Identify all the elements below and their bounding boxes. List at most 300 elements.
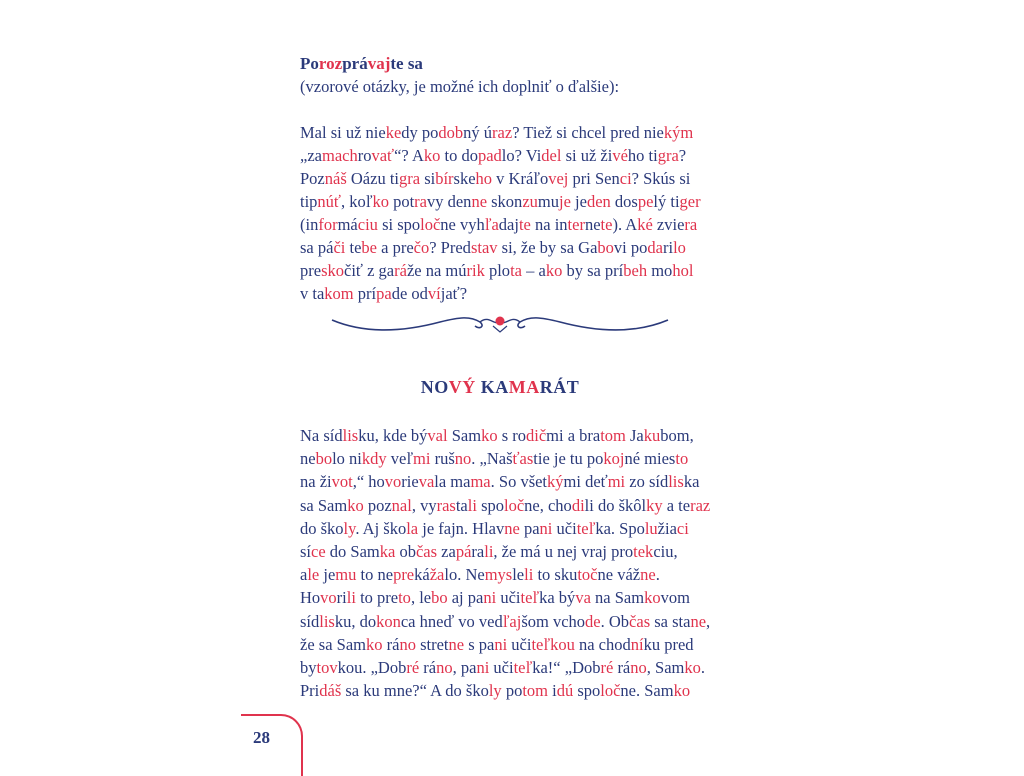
- syllable: , že má u nej vraj pro: [493, 542, 634, 562]
- text-line: [300, 236, 720, 259]
- syllable: stret: [415, 634, 449, 654]
- syllable-highlight: li: [524, 565, 534, 585]
- syllable-highlight: te: [518, 215, 531, 234]
- syllable-highlight: no: [399, 634, 416, 654]
- syllable-highlight: lis: [668, 472, 684, 492]
- syllable: ,“ ho: [352, 472, 385, 492]
- text-line: [300, 282, 720, 305]
- syllable-highlight: ko: [684, 658, 701, 678]
- syllable-highlight: bír: [435, 169, 454, 188]
- syllable: uči: [507, 634, 532, 654]
- syllable: na chod: [574, 634, 631, 654]
- syllable-highlight: VÝ: [448, 377, 476, 397]
- syllable-highlight: kdy: [361, 449, 387, 469]
- syllable-highlight: ly: [343, 518, 356, 538]
- syllable-highlight: ra: [684, 215, 698, 234]
- syllable: spo: [476, 495, 504, 515]
- syllable: . Aj ško: [355, 518, 407, 538]
- syllable-highlight: ni: [539, 518, 553, 538]
- syllable-highlight: ly: [488, 681, 502, 701]
- syllable: né mies: [624, 449, 676, 469]
- syllable-highlight: ra: [414, 192, 427, 211]
- syllable: ka: [683, 472, 700, 492]
- syllable: aj pa: [447, 588, 484, 608]
- text-line: [300, 563, 720, 586]
- syllable-highlight: ní: [630, 634, 644, 654]
- text-line: [300, 190, 720, 213]
- syllable-highlight: kou: [550, 634, 575, 654]
- heading-subtitle: (vzorové otázky, je možné ich doplniť o ďalšie):: [300, 77, 620, 96]
- syllable: , le: [410, 588, 432, 608]
- syllable-highlight: núť: [317, 192, 341, 211]
- syllable: tip: [300, 192, 318, 211]
- syllable-highlight: ko: [644, 588, 661, 608]
- syllable: a pre: [377, 238, 414, 257]
- syllable-highlight: ciu: [357, 215, 378, 234]
- syllable-highlight: li: [467, 495, 477, 515]
- syllable-highlight: čas: [629, 611, 651, 631]
- syllable-highlight: zu: [522, 192, 538, 211]
- syllable: jať?: [440, 284, 468, 303]
- syllable: te sa: [390, 54, 423, 73]
- syllable: pre: [300, 261, 322, 280]
- syllable-highlight: ky: [646, 495, 663, 515]
- syllable-highlight: pad: [477, 146, 502, 165]
- text-line: [300, 679, 720, 702]
- syllable-highlight: gra: [398, 169, 421, 188]
- syllable-highlight: ža: [429, 565, 445, 585]
- syllable-highlight: ni: [483, 588, 497, 608]
- syllable: ne vyh: [440, 215, 485, 234]
- syllable: rá: [382, 634, 400, 654]
- syllable: ka. Spo: [595, 518, 645, 538]
- syllable-highlight: da: [647, 238, 663, 257]
- syllable: to sku: [533, 565, 578, 585]
- syllable-highlight: vot: [331, 472, 353, 492]
- syllable-highlight: li: [346, 588, 356, 608]
- syllable-highlight: ko: [545, 261, 563, 280]
- syllable-highlight: ťas: [512, 449, 534, 469]
- syllable-highlight: ce: [311, 542, 326, 562]
- syllable: ne, cho: [524, 495, 572, 515]
- syllable: plo: [484, 261, 511, 280]
- syllable: Mal si už nie: [300, 123, 386, 142]
- syllable: do ško: [300, 518, 344, 538]
- text-line: [300, 586, 720, 609]
- syllable-highlight: vo: [384, 472, 402, 492]
- syllable-highlight: di: [571, 495, 585, 515]
- syllable: že sa Sam: [300, 634, 366, 654]
- syllable-highlight: bo: [431, 588, 448, 608]
- syllable-highlight: roz: [318, 54, 343, 73]
- syllable-highlight: loč: [503, 495, 525, 515]
- syllable: rá: [613, 658, 631, 678]
- syllable: si, že by sa Ga: [497, 238, 598, 257]
- syllable: rie: [401, 472, 419, 492]
- syllable: ?: [678, 146, 687, 165]
- discussion-heading: [300, 52, 720, 98]
- syllable-highlight: ré: [406, 658, 420, 678]
- syllable: zo síd: [625, 472, 669, 492]
- text-line: [300, 167, 720, 190]
- syllable-highlight: mi: [413, 449, 431, 469]
- syllable: že na mú: [406, 261, 467, 280]
- syllable-highlight: dob: [438, 123, 464, 142]
- syllable: si už ži: [561, 146, 613, 165]
- syllable-highlight: ter: [567, 215, 585, 234]
- syllable: ká: [414, 565, 430, 585]
- syllable-highlight: gra: [657, 146, 679, 165]
- syllable: Ja: [625, 426, 644, 445]
- syllable-highlight: ne: [690, 611, 707, 631]
- syllable: ? Skús si: [631, 169, 691, 188]
- syllable: te: [345, 238, 362, 257]
- syllable: mu: [537, 192, 559, 211]
- syllable-highlight: ké: [637, 215, 653, 234]
- syllable-highlight: stav: [470, 238, 498, 257]
- syllable: ske: [453, 169, 476, 188]
- syllable: ne váž: [597, 565, 641, 585]
- text-line: [300, 517, 720, 540]
- syllable: v Kráľo: [492, 169, 549, 188]
- syllable: veľ: [386, 449, 414, 469]
- syllable-highlight: mu: [335, 565, 357, 585]
- syllable: a: [300, 565, 308, 585]
- text-line: [300, 633, 720, 656]
- syllable: NO: [420, 377, 449, 397]
- syllable-highlight: no: [454, 449, 472, 469]
- syllable-highlight: del: [541, 146, 562, 165]
- text-line: [300, 447, 720, 470]
- syllable: . Ob: [600, 611, 630, 631]
- syllable: mo: [647, 261, 673, 280]
- syllable-highlight: la: [406, 518, 419, 538]
- syllable-highlight: ľa: [484, 215, 499, 234]
- syllable: by sa prí: [562, 261, 624, 280]
- syllable-highlight: pá: [455, 542, 472, 562]
- syllable: uči: [489, 658, 514, 678]
- syllable: (in: [300, 215, 319, 234]
- syllable: ? Tiež si chcel pred nie: [512, 123, 664, 142]
- syllable-highlight: lu: [644, 518, 658, 538]
- syllable-highlight: be: [361, 238, 377, 257]
- syllable: ca hneď vo ved: [400, 611, 503, 631]
- syllable: Na síd: [300, 426, 343, 445]
- syllable-highlight: loč: [600, 681, 621, 701]
- syllable: vy den: [426, 192, 472, 211]
- syllable-highlight: je: [558, 192, 571, 211]
- syllable-highlight: ka: [379, 542, 396, 562]
- syllable-highlight: va: [418, 472, 435, 492]
- syllable: zvie: [652, 215, 685, 234]
- syllable-highlight: tom: [600, 426, 626, 445]
- syllable: Oázu ti: [346, 169, 399, 188]
- text-line: [300, 424, 720, 447]
- syllable-highlight: ko: [673, 681, 691, 701]
- syllable: lý ti: [653, 192, 680, 211]
- syllable: na Sam: [590, 588, 645, 608]
- syllable: uči: [496, 588, 521, 608]
- syllable: to pre: [355, 588, 399, 608]
- syllable: Pri: [300, 681, 320, 701]
- syllable-highlight: de: [585, 611, 601, 631]
- syllable-highlight: ne: [504, 518, 520, 538]
- syllable-highlight: ne: [471, 192, 488, 211]
- syllable: ? Pred: [429, 238, 471, 257]
- syllable: Sam: [447, 426, 482, 445]
- syllable: bom,: [660, 426, 694, 445]
- syllable-highlight: ne: [640, 565, 656, 585]
- syllable-highlight: raz: [492, 123, 513, 142]
- syllable: by: [300, 658, 317, 678]
- syllable-highlight: MA: [508, 377, 540, 397]
- syllable: žia: [657, 518, 677, 538]
- syllable-highlight: koj: [603, 449, 625, 469]
- syllable-highlight: rá: [394, 261, 407, 280]
- syllable: s pa: [464, 634, 495, 654]
- syllable-highlight: dáš: [319, 681, 342, 701]
- syllable-highlight: ku: [643, 426, 661, 445]
- syllable-highlight: kým: [663, 123, 694, 142]
- text-line: [300, 259, 720, 282]
- syllable-highlight: tov: [316, 658, 338, 678]
- syllable: ne. Sam: [620, 681, 674, 701]
- syllable-highlight: hol: [672, 261, 694, 280]
- syllable-highlight: vej: [548, 169, 569, 188]
- syllable-highlight: teľ: [531, 634, 551, 654]
- syllable: , vy: [411, 495, 437, 515]
- syllable: ný ú: [463, 123, 493, 142]
- syllable-highlight: lo: [673, 238, 686, 257]
- syllable: pa: [519, 518, 540, 538]
- syllable: i: [547, 681, 557, 701]
- syllable-highlight: teľ: [513, 658, 533, 678]
- syllable-highlight: loč: [420, 215, 441, 234]
- syllable-highlight: ci: [676, 518, 689, 538]
- syllable: sa pá: [300, 238, 334, 257]
- syllable-highlight: ko: [365, 634, 383, 654]
- syllable-highlight: vaj: [367, 54, 391, 73]
- syllable-highlight: lis: [342, 426, 359, 445]
- syllable: na in: [530, 215, 568, 234]
- syllable: prí: [353, 284, 377, 303]
- syllable: ho ti: [627, 146, 658, 165]
- syllable: li do škôl: [584, 495, 647, 515]
- syllable-highlight: for: [318, 215, 338, 234]
- syllable: lo? Vi: [501, 146, 542, 165]
- syllable-highlight: val: [427, 426, 448, 445]
- syllable-highlight: te: [600, 215, 613, 234]
- syllable-highlight: ré: [600, 658, 614, 678]
- syllable-highlight: ko: [423, 146, 441, 165]
- syllable-highlight: ko: [347, 495, 364, 515]
- syllable: mi a bra: [546, 426, 601, 445]
- syllable: na ži: [300, 472, 332, 492]
- syllable-highlight: vať: [371, 146, 395, 165]
- syllable: rá: [419, 658, 437, 678]
- syllable: ne: [300, 449, 316, 469]
- syllable: si: [420, 169, 436, 188]
- syllable-highlight: ľaj: [502, 611, 522, 631]
- syllable: sa Sam: [300, 495, 348, 515]
- syllable: vom: [660, 588, 690, 608]
- syllable: to ne: [356, 565, 394, 585]
- syllable: s ro: [497, 426, 526, 445]
- syllable: uči: [552, 518, 577, 538]
- syllable: ri: [662, 238, 674, 257]
- syllable: šom vcho: [521, 611, 586, 631]
- syllable: ku, kde bý: [358, 426, 428, 445]
- syllable-highlight: dič: [525, 426, 547, 445]
- syllable-highlight: raz: [690, 495, 711, 515]
- syllable: do Sam: [325, 542, 380, 562]
- text-line: [300, 494, 720, 517]
- syllable: KA: [475, 377, 509, 397]
- syllable: ruš: [430, 449, 455, 469]
- flourish-divider-icon: [330, 308, 670, 338]
- syllable: tie je tu po: [533, 449, 604, 469]
- syllable: sa ku mne?“ A do ško: [341, 681, 489, 701]
- syllable-highlight: ma: [470, 472, 491, 492]
- syllable: prá: [342, 54, 368, 73]
- syllable: sa sta: [650, 611, 691, 631]
- text-line: [300, 540, 720, 563]
- syllable-highlight: mach: [321, 146, 358, 165]
- syllable: Poz: [300, 169, 325, 188]
- syllable: pri Sen: [568, 169, 620, 188]
- syllable-highlight: to: [398, 588, 411, 608]
- syllable-highlight: sko: [321, 261, 344, 280]
- text-line: [300, 656, 720, 679]
- syllable: je: [319, 565, 336, 585]
- syllable: de od: [391, 284, 428, 303]
- syllable: síd: [300, 611, 320, 631]
- syllable: lo. Ne: [444, 565, 485, 585]
- syllable: , pa: [452, 658, 477, 678]
- syllable: ra: [471, 542, 485, 562]
- syllable: je fajn. Hlav: [418, 518, 505, 538]
- syllable: !“ „Dob: [547, 658, 601, 678]
- syllable: , Sam: [646, 658, 685, 678]
- syllable: “? A: [394, 146, 424, 165]
- syllable: daj: [498, 215, 519, 234]
- text-line: [300, 470, 720, 493]
- syllable: Ho: [300, 588, 321, 608]
- syllable-highlight: no: [630, 658, 647, 678]
- syllable: . „Naš: [471, 449, 513, 469]
- syllable: ciu,: [653, 542, 678, 562]
- syllable-highlight: mi: [607, 472, 626, 492]
- syllable-highlight: ne: [448, 634, 465, 654]
- syllable: kou. „Dob: [337, 658, 407, 678]
- syllable-highlight: ger: [679, 192, 701, 211]
- syllable-highlight: va: [575, 588, 591, 608]
- syllable: v ta: [300, 284, 325, 303]
- syllable: „za: [300, 146, 322, 165]
- syllable-highlight: rik: [466, 261, 485, 280]
- syllable-highlight: teľ: [576, 518, 596, 538]
- syllable: pot: [388, 192, 415, 211]
- syllable: – a: [521, 261, 546, 280]
- syllable-highlight: ras: [436, 495, 456, 515]
- syllable: ku pred: [643, 634, 694, 654]
- syllable: lo ni: [332, 449, 362, 469]
- story-title: [300, 377, 700, 398]
- syllable: Po: [300, 54, 319, 73]
- syllable: .: [655, 565, 660, 585]
- text-line: [300, 144, 720, 167]
- text-line: [300, 213, 720, 236]
- syllable: a te: [662, 495, 691, 515]
- syllable-highlight: den: [586, 192, 611, 211]
- syllable: ku, do: [334, 611, 377, 631]
- syllable-highlight: čo: [413, 238, 430, 257]
- heading-title: [300, 52, 720, 75]
- syllable: ka bý: [539, 588, 576, 608]
- syllable-highlight: pe: [637, 192, 654, 211]
- syllable: le: [512, 565, 525, 585]
- syllable: ta: [455, 495, 468, 515]
- story-text: [300, 424, 720, 702]
- syllable-highlight: toč: [577, 565, 598, 585]
- syllable-highlight: ke: [385, 123, 402, 142]
- syllable-highlight: li: [484, 542, 494, 562]
- syllable: ro: [357, 146, 372, 165]
- syllable: ob: [395, 542, 416, 562]
- sample-questions: [300, 121, 720, 305]
- syllable-highlight: ta: [510, 261, 522, 280]
- syllable: dos: [610, 192, 638, 211]
- syllable-highlight: nal: [391, 495, 412, 515]
- syllable-highlight: bo: [315, 449, 333, 469]
- syllable-highlight: ni: [494, 634, 508, 654]
- syllable: ne: [584, 215, 601, 234]
- syllable: po: [501, 681, 523, 701]
- syllable: sí: [300, 542, 312, 562]
- syllable-highlight: ko: [372, 192, 389, 211]
- page-number: 28: [253, 728, 270, 747]
- syllable-highlight: no: [436, 658, 453, 678]
- syllable: dy po: [401, 123, 439, 142]
- syllable-highlight: náš: [324, 169, 347, 188]
- syllable-highlight: ci: [619, 169, 632, 188]
- syllable: vi po: [613, 238, 648, 257]
- syllable-highlight: le: [307, 565, 320, 585]
- syllable-highlight: ho: [475, 169, 493, 188]
- syllable: to do: [440, 146, 478, 165]
- syllable-highlight: čas: [415, 542, 438, 562]
- syllable: ri: [336, 588, 347, 608]
- syllable: čiť z ga: [344, 261, 395, 280]
- syllable-highlight: kom: [324, 284, 354, 303]
- syllable: ). A: [612, 215, 638, 234]
- page-number-tab: [241, 714, 303, 776]
- syllable: . So všet: [490, 472, 548, 492]
- syllable-highlight: teľ: [520, 588, 540, 608]
- syllable-highlight: lis: [319, 611, 335, 631]
- syllable-highlight: kon: [376, 611, 401, 631]
- syllable-highlight: bo: [597, 238, 614, 257]
- syllable: má: [337, 215, 358, 234]
- syllable-highlight: ko: [481, 426, 498, 445]
- syllable-highlight: či: [333, 238, 346, 257]
- syllable-highlight: beh: [623, 261, 648, 280]
- text-line: [300, 610, 720, 633]
- syllable-highlight: tom: [522, 681, 548, 701]
- syllable-highlight: tek: [633, 542, 654, 562]
- text-line: [300, 121, 720, 144]
- syllable: RÁT: [539, 377, 580, 397]
